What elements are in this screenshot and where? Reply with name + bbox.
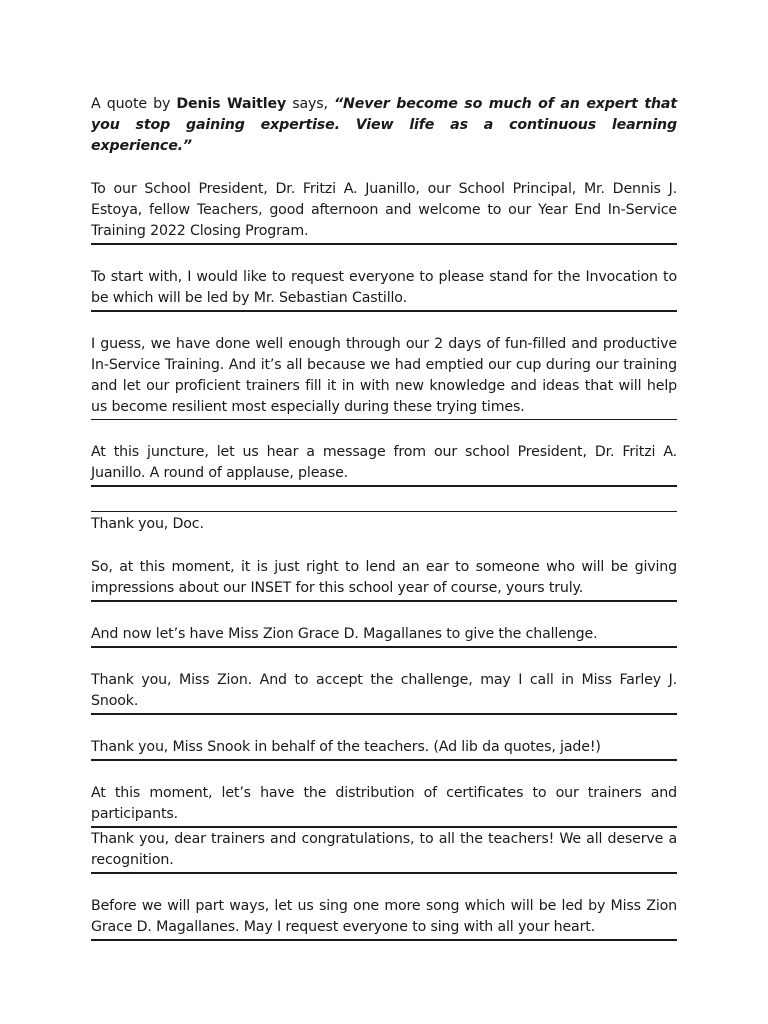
challenge-paragraph: And now let’s have Miss Zion Grace D. Magallanes to give the challenge. (91, 624, 677, 648)
divider-line (91, 419, 677, 420)
accept-challenge-paragraph: Thank you, Miss Zion. And to accept the challenge, may I call in Miss Farley J. Snook. (91, 670, 677, 715)
quote-prefix: A quote by (91, 96, 177, 112)
thank-you-snook-paragraph: Thank you, Miss Snook in behalf of the teachers. (Ad lib da quotes, jade!) (91, 737, 677, 761)
thank-you-doc-paragraph: Thank you, Doc. (91, 516, 204, 532)
welcome-paragraph: To our School President, Dr. Fritzi A. Juanillo, our School Principal, Mr. Dennis J. Estoya, fellow Teachers, good afternoon and welcome to our Year End In-Service Training 2022 Closing Program. (91, 179, 677, 245)
document-body (91, 94, 677, 963)
certificates-paragraph: At this moment, let’s have the distribution of certificates to our trainers and participants. (91, 783, 677, 828)
quote-says: says, (286, 96, 335, 112)
opening-quote (91, 94, 677, 157)
quote-author: Denis Waitley (176, 96, 287, 112)
president-message-paragraph: At this juncture, let us hear a message from our school President, Dr. Fritzi A. Juanillo. A round of applause, please. (91, 442, 677, 487)
impressions-paragraph: So, at this moment, it is just right to lend an ear to someone who will be giving impressions about our INSET for this school year of course, yours truly. (91, 557, 677, 602)
training-recap-paragraph: I guess, we have done well enough through our 2 days of fun-filled and productive In-Service Training. And it’s all because we had emptied our cup during our training and let our proficient trainers fill it in with new knowledge and ideas that will help us become resilient most especially during these trying times. (91, 336, 677, 415)
closing-song-paragraph: Before we will part ways, let us sing one more song which will be led by Miss Zion Grace D. Magallanes. May I request everyone to sing with all your heart. (91, 896, 677, 941)
divider-line (91, 511, 677, 512)
recognition-paragraph: Thank you, dear trainers and congratulations, to all the teachers! We all deserve a recognition. (91, 829, 677, 874)
quote-text: “Never become so much of an expert that you stop gaining expertise. View life as a continuous learning experience.” (91, 96, 677, 154)
invocation-paragraph: To start with, I would like to request everyone to please stand for the Invocation to be which will be led by Mr. Sebastian Castillo. (91, 267, 677, 312)
